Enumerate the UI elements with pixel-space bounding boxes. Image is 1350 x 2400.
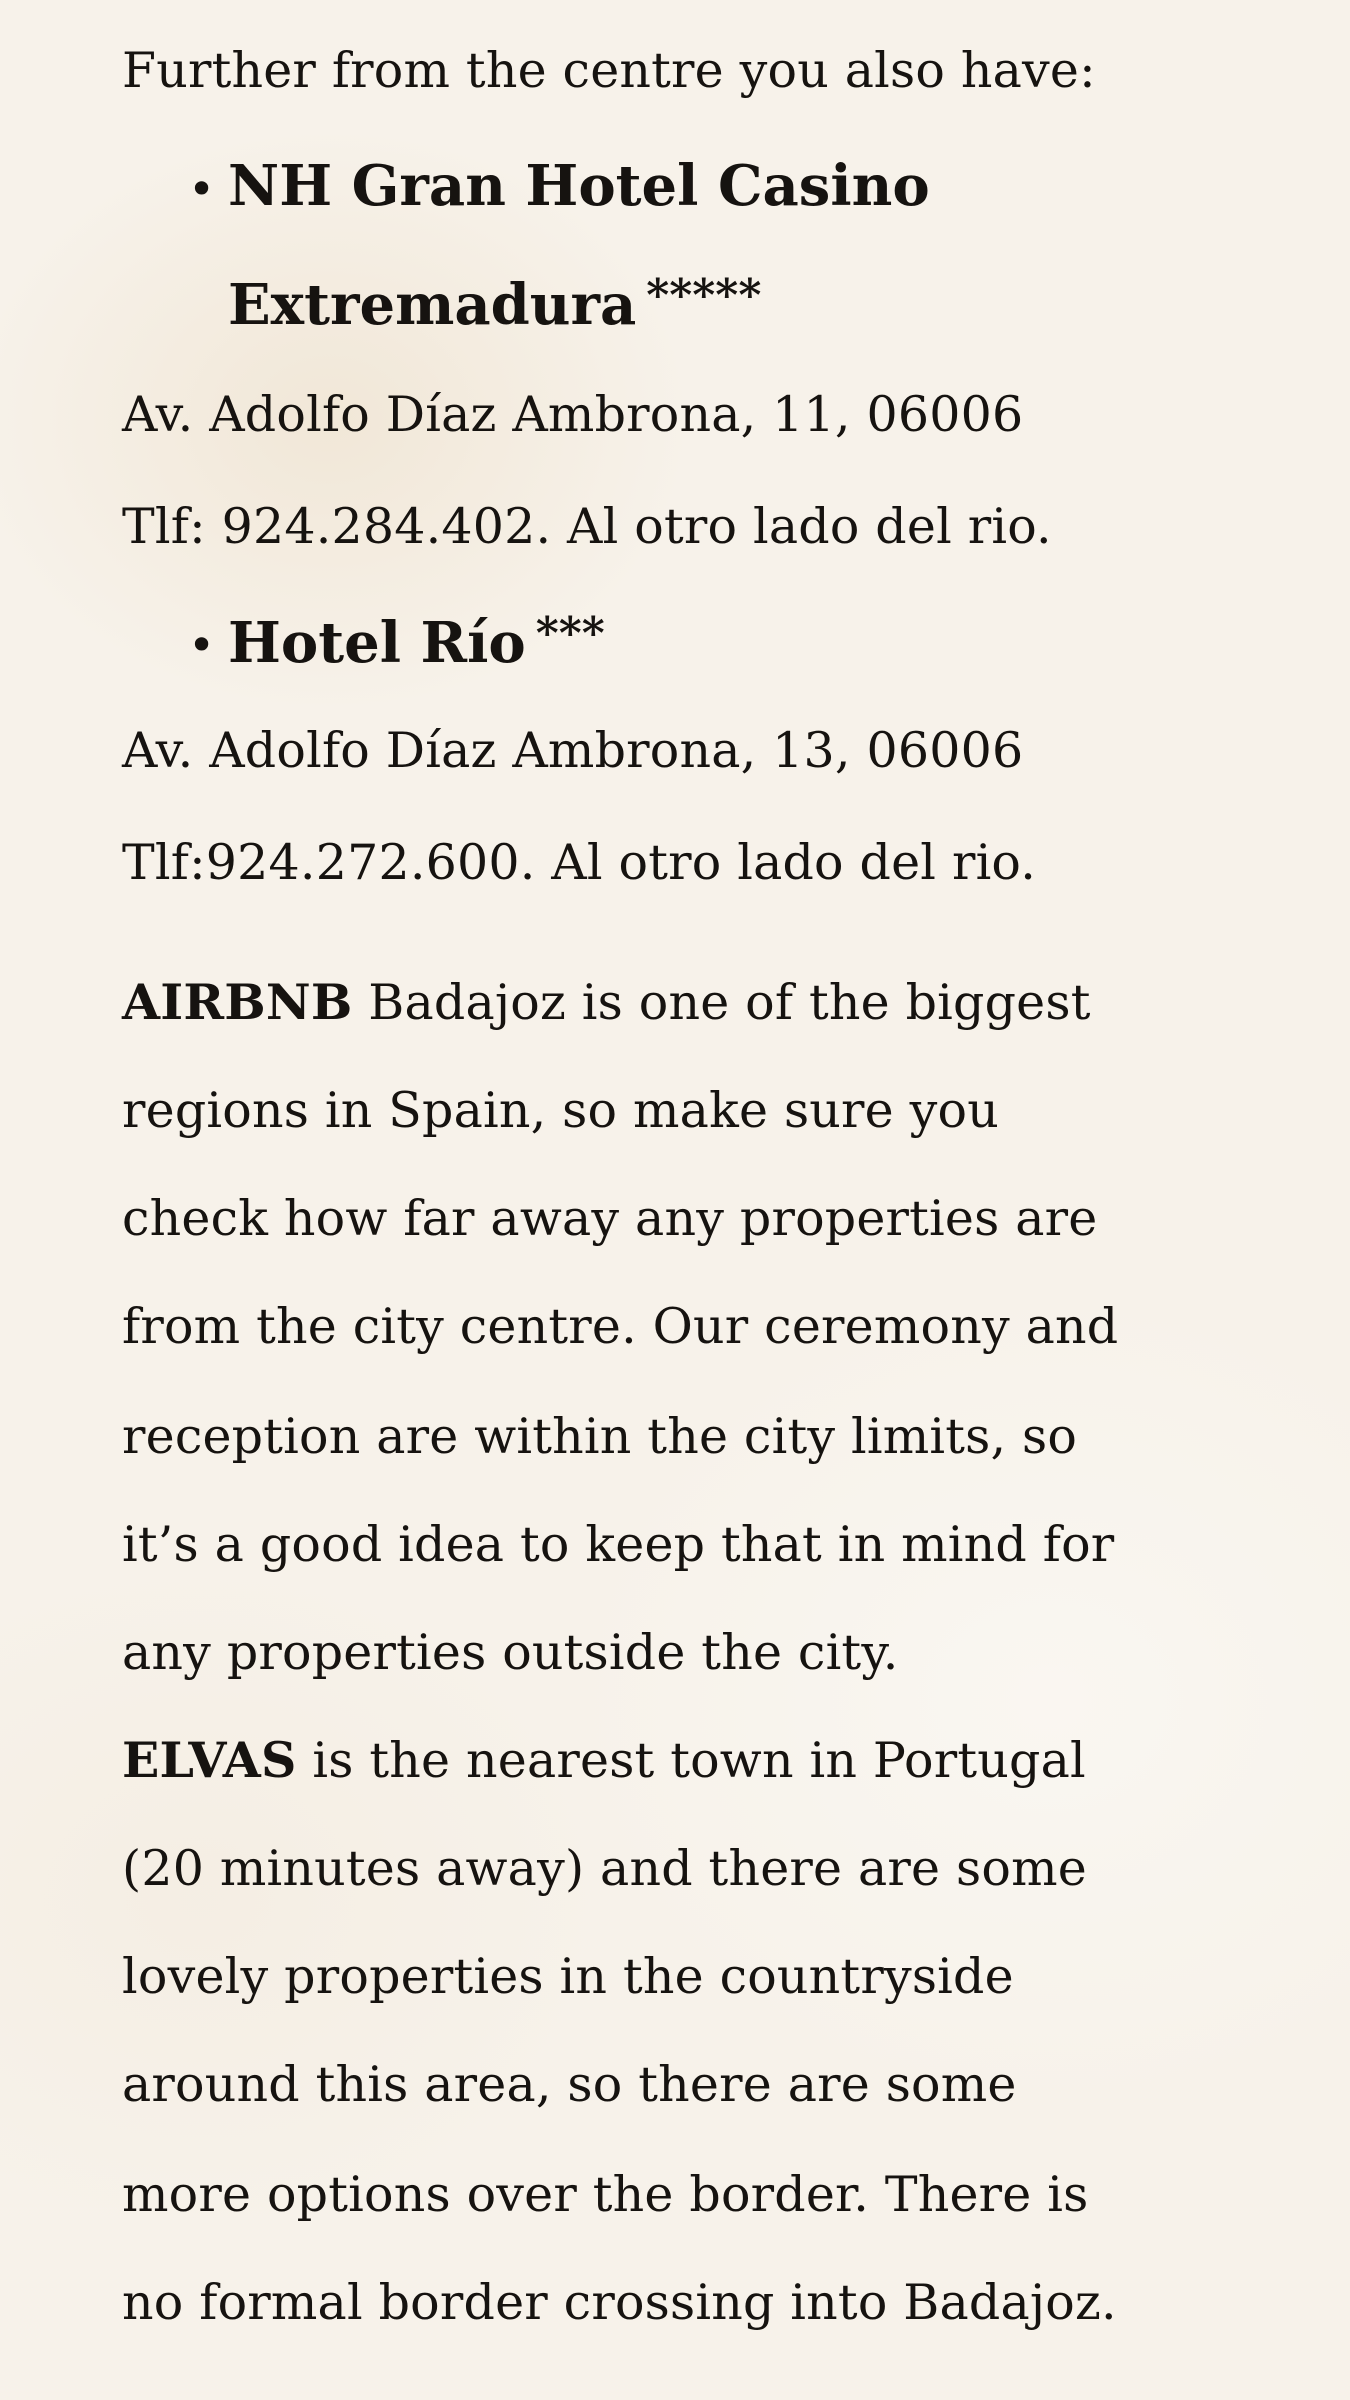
- paragraph-line: no formal border crossing into Badajoz.: [122, 2274, 1117, 2331]
- paragraph-line: (20 minutes away) and there are some: [122, 1840, 1087, 1897]
- hotel-phone: Tlf:924.272.600. Al otro lado del rio.: [122, 834, 1037, 891]
- hotel-address: Av. Adolfo Díaz Ambrona, 13, 06006: [122, 722, 1024, 779]
- elvas-heading: ELVAS: [122, 1731, 297, 1789]
- hotel-name: NH Gran Hotel Casino: [228, 153, 930, 219]
- paragraph-line: from the city centre. Our ceremony and: [122, 1298, 1119, 1355]
- hotel-name-line2: Extremadura: [228, 272, 637, 338]
- paragraph-line: [122, 973, 1091, 1031]
- paragraph-line: it’s a good idea to keep that in mind for: [122, 1516, 1115, 1573]
- hotel-address: Av. Adolfo Díaz Ambrona, 11, 06006: [122, 386, 1024, 443]
- paragraph-line: regions in Spain, so make sure you: [122, 1082, 999, 1139]
- bullet-icon: •: [188, 162, 216, 216]
- paragraph-line: any properties outside the city.: [122, 1624, 899, 1681]
- bullet-icon: •: [188, 618, 216, 672]
- hotel-name-line: [228, 608, 605, 676]
- hotel-name-continued: [228, 270, 762, 338]
- hotel-phone: Tlf: 924.284.402. Al otro lado del rio.: [122, 498, 1052, 555]
- intro-text: Further from the centre you also have:: [122, 42, 1096, 99]
- paragraph-text: is the nearest town in Portugal: [296, 1732, 1086, 1789]
- paragraph-line: lovely properties in the countryside: [122, 1948, 1014, 2005]
- paragraph-text: Badajoz is one of the biggest: [352, 974, 1091, 1031]
- hotel-stars: *****: [646, 270, 762, 321]
- hotel-name: Hotel Río: [228, 610, 526, 676]
- paragraph-line: [122, 1731, 1086, 1789]
- paragraph-line: reception are within the city limits, so: [122, 1408, 1078, 1465]
- paragraph-line: more options over the border. There is: [122, 2166, 1089, 2223]
- hotel-stars: ***: [535, 608, 605, 659]
- paragraph-line: check how far away any properties are: [122, 1190, 1098, 1247]
- paragraph-line: around this area, so there are some: [122, 2056, 1017, 2113]
- airbnb-heading: AIRBNB: [122, 973, 353, 1031]
